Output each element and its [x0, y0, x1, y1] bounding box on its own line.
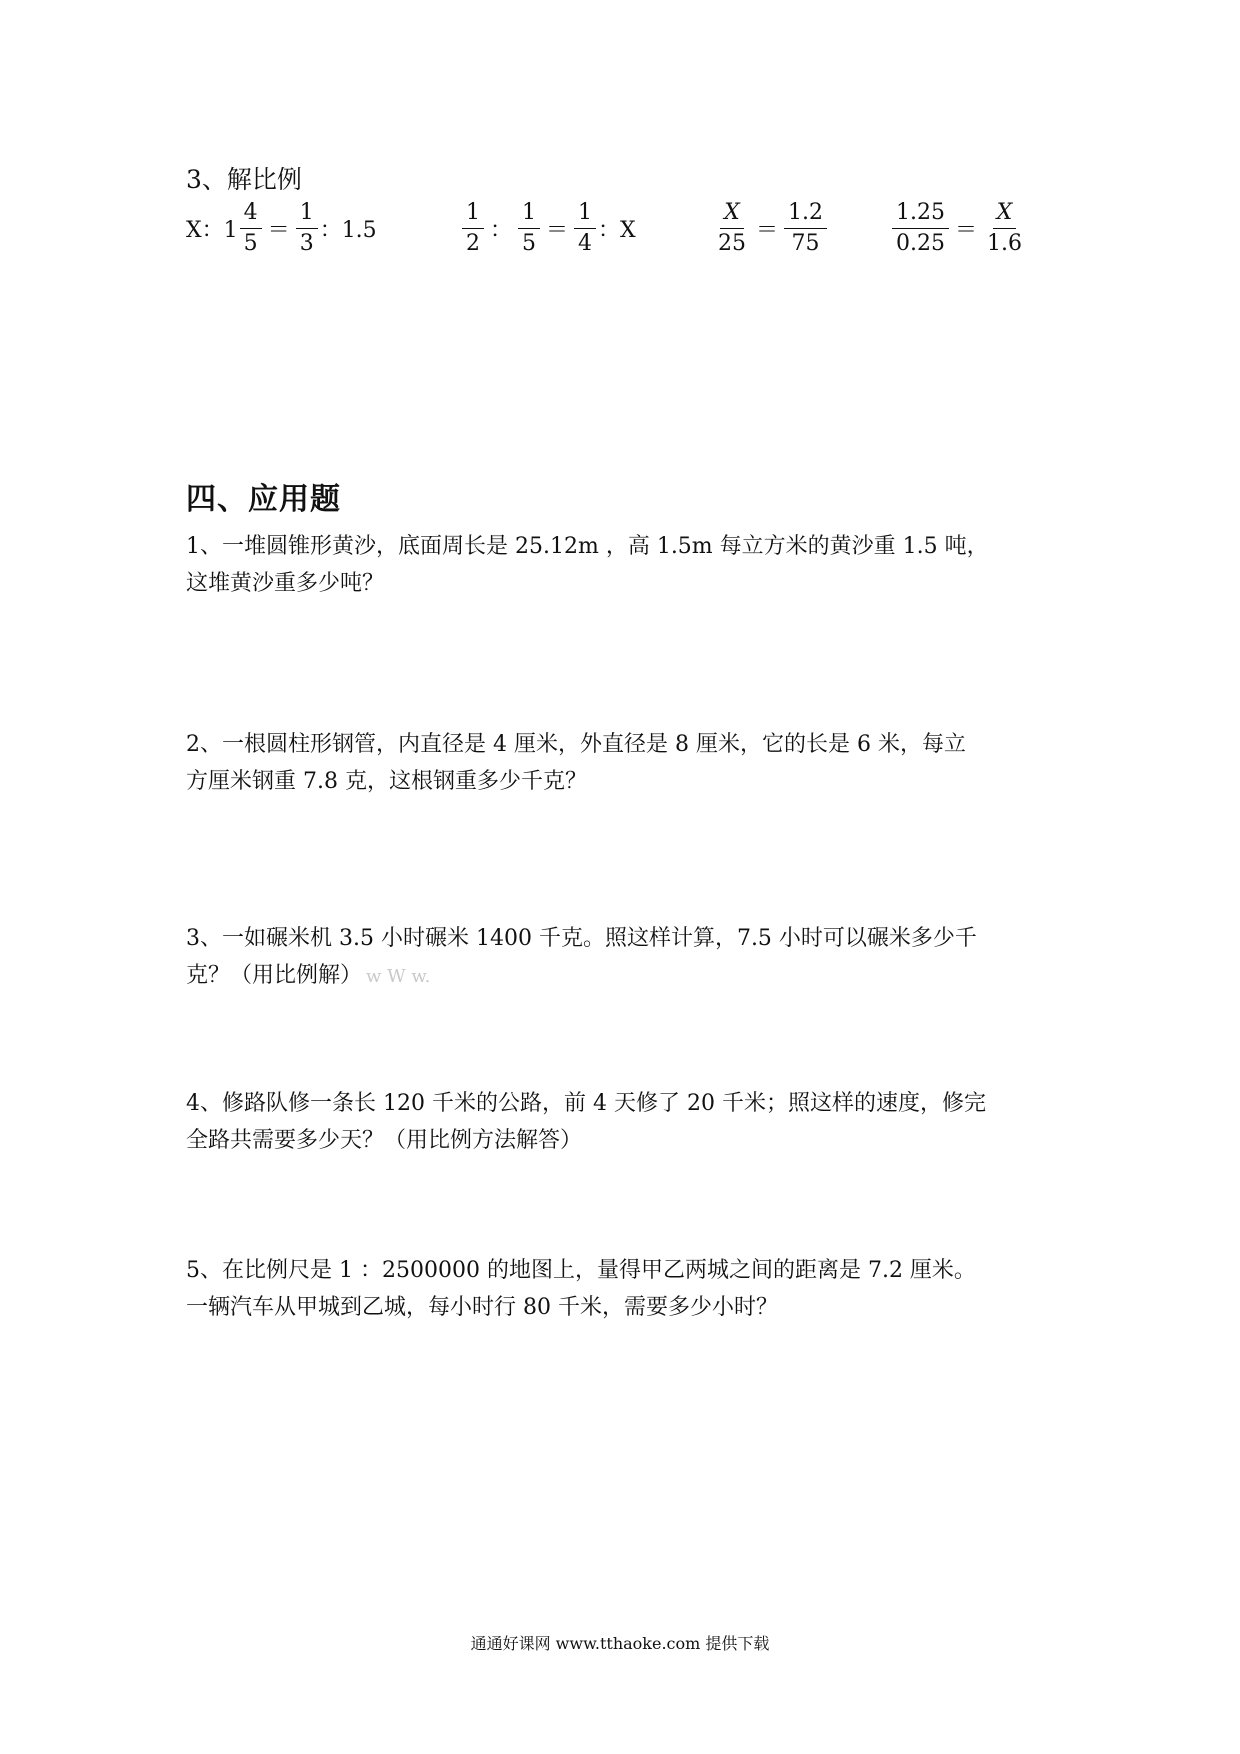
section-3-title: 3、解比例 [186, 165, 302, 194]
section-4-heading: 四、应用题 [186, 482, 341, 517]
problem-2 [186, 726, 1066, 800]
problem-3-line-2: 克？（用比例解） w W w. [186, 963, 431, 988]
problem-2-line-2: 方厘米钢重 7.8 克，这根钢重多少千克？ [186, 769, 587, 794]
eq2-fraction-1: $\frac{1}{2}$ [462, 200, 484, 257]
proportion-eq-3: $\frac{X}{25}$ ＝ $\frac{1.2}{75}$ [712, 200, 829, 257]
problem-4-line-2: 全路共需要多少天？（用比例方法解答） [186, 1128, 583, 1153]
problem-4 [186, 1085, 1066, 1159]
problem-5 [186, 1252, 1066, 1326]
problem-1 [186, 528, 1066, 602]
eq4-fraction-1: $\frac{1.25}{0.25}$ [892, 200, 949, 257]
eq1-lead: X：1 [186, 218, 238, 243]
eq2-fraction-2: $\frac{1}{5}$ [518, 200, 540, 257]
proportion-eq-4: $\frac{1.25}{0.25}$ ＝ $\frac{X}{1.6}$ [890, 200, 1028, 257]
watermark-text: w W w. [366, 966, 431, 987]
problem-1-line-1: 1、一堆圆锥形黄沙，底面周长是 25.12m ，高 1.5m 每立方米的黄沙重 1.5 吨， [186, 534, 989, 559]
proportion-eq-1: X：1 $\frac{4}{5}$ ＝ $\frac{1}{3}$ ：1.5 [186, 200, 377, 256]
problem-5-line-2: 一辆汽车从甲城到乙城，每小时行 80 千米，需要多少小时？ [186, 1295, 778, 1320]
problem-3-line-1: 3、一如碾米机 3.5 小时碾米 1400 千克。照这样计算，7.5 小时可以碾米多少千 [186, 926, 977, 951]
problem-5-line-1: 5、在比例尺是 1 ：2500000 的地图上，量得甲乙两城之间的距离是 7.2 厘米。 [186, 1258, 976, 1283]
eq2-fraction-3: $\frac{1}{4}$ [574, 200, 596, 257]
problem-4-line-1: 4、修路队修一条长 120 千米的公路，前 4 天修了 20 千米；照这样的速度，修完 [186, 1091, 986, 1116]
eq3-fraction-1: $\frac{X}{25}$ [718, 200, 746, 256]
page-footer: 通通好课网 www.tthaoke.com 提供下载 [470, 1634, 770, 1653]
problem-2-line-1: 2、一根圆柱形钢管，内直径是 4 厘米，外直径是 8 厘米，它的长是 6 米，每立 [186, 732, 966, 757]
eq4-fraction-2: $\frac{X}{1.6}$ [987, 200, 1022, 256]
eq3-fraction-2: $\frac{1.2}{75}$ [784, 200, 827, 257]
eq1-mixed-fraction: $\frac{4}{5}$ [240, 200, 262, 257]
problem-1-line-2: 这堆黄沙重多少吨？ [186, 571, 385, 596]
problem-3 [186, 920, 1066, 995]
proportion-eq-2: $\frac{1}{2}$ ： $\frac{1}{5}$ ＝ $\frac{1}{4}$ ：X [460, 200, 636, 257]
eq1-fraction: $\frac{1}{3}$ [296, 200, 318, 257]
